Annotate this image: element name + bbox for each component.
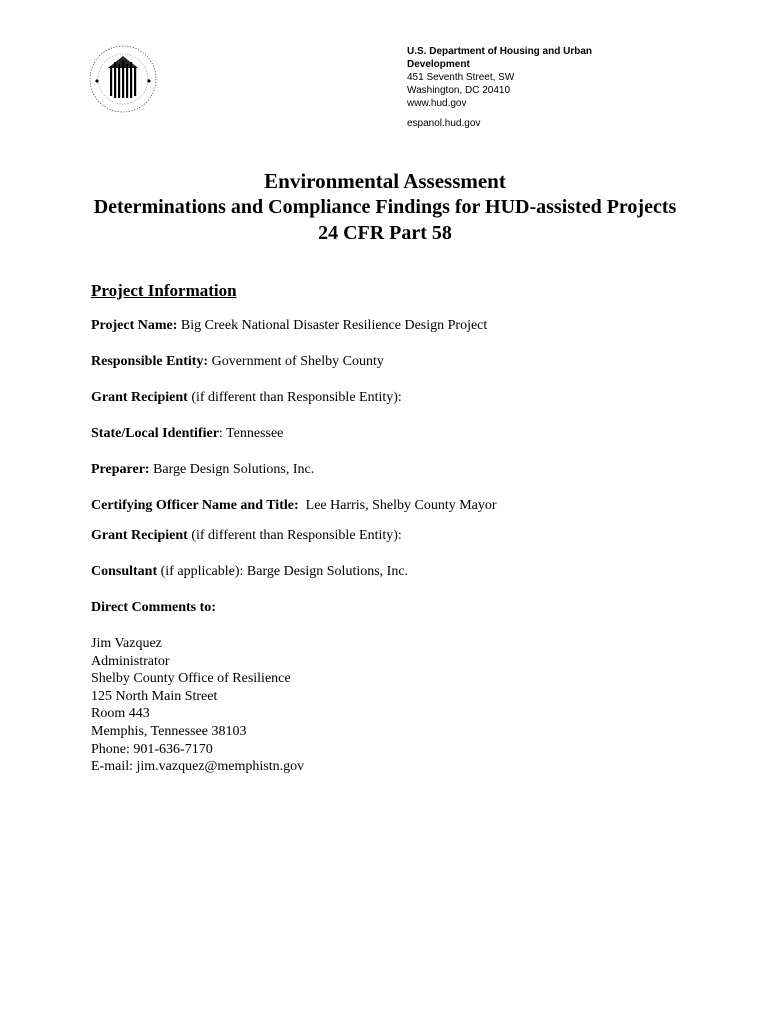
field-project-name	[91, 317, 731, 335]
field-grant-recipient	[91, 389, 731, 407]
contact-block	[91, 635, 731, 776]
section-heading: Project Information	[91, 281, 237, 300]
field-responsible-entity	[91, 353, 731, 371]
contact-phone: Phone: 901-636-7170	[91, 741, 213, 757]
field-value: (if different than Responsible Entity):	[187, 528, 402, 543]
document-subtitle: Determinations and Compliance Findings for HUD-assisted Projects	[93, 196, 677, 218]
espanol-link[interactable]: espanol.hud.gov	[407, 118, 481, 129]
project-information	[91, 281, 731, 776]
field-value: : Tennessee	[218, 426, 284, 441]
field-label: Certifying Officer Name and Title:	[91, 498, 299, 513]
field-consultant	[91, 563, 731, 581]
field-certifying-officer	[91, 497, 731, 515]
field-value: (if different than Responsible Entity):	[187, 390, 402, 405]
field-label: Direct Comments to:	[91, 600, 216, 615]
field-value: (if applicable): Barge Design Solutions, Inc.	[157, 564, 409, 579]
field-value: Government of Shelby County	[208, 354, 384, 369]
field-label: Grant Recipient	[91, 390, 188, 405]
field-value: Barge Design Solutions, Inc.	[149, 462, 315, 477]
department-name: U.S. Department of Housing and Urban Development	[407, 46, 593, 70]
field-direct-comments	[91, 599, 731, 617]
cfr-reference: 24 CFR Part 58	[318, 222, 452, 244]
field-label: Consultant	[91, 564, 158, 579]
field-preparer	[91, 461, 731, 479]
field-state-local-identifier	[91, 425, 731, 443]
field-label: Responsible Entity:	[91, 354, 209, 369]
field-grant-recipient-2	[91, 527, 731, 545]
document-titles	[0, 168, 770, 246]
hud-seal-icon	[88, 44, 158, 114]
field-value: Lee Harris, Shelby County Mayor	[298, 498, 497, 513]
field-label: State/Local Identifier	[91, 426, 219, 441]
field-label: Project Name:	[91, 318, 178, 333]
contact-street: 125 North Main Street	[91, 688, 218, 704]
website-link[interactable]: www.hud.gov	[407, 98, 467, 109]
field-label: Preparer:	[91, 462, 150, 477]
field-label: Grant Recipient	[91, 528, 188, 543]
contact-email[interactable]: E-mail: jim.vazquez@memphistn.gov	[91, 759, 305, 775]
contact-title: Administrator	[91, 653, 170, 669]
document-title: Environmental Assessment	[264, 169, 506, 193]
contact-name: Jim Vazquez	[91, 636, 162, 651]
contact-room: Room 443	[91, 706, 150, 722]
contact-office: Shelby County Office of Resilience	[91, 671, 291, 687]
city-state-zip: Washington, DC 20410	[407, 85, 511, 96]
field-value: Big Creek National Disaster Resilience Design Project	[177, 318, 488, 333]
street-address: 451 Seventh Street, SW	[407, 72, 515, 83]
hud-address-block	[407, 45, 647, 130]
contact-city: Memphis, Tennessee 38103	[91, 723, 247, 739]
